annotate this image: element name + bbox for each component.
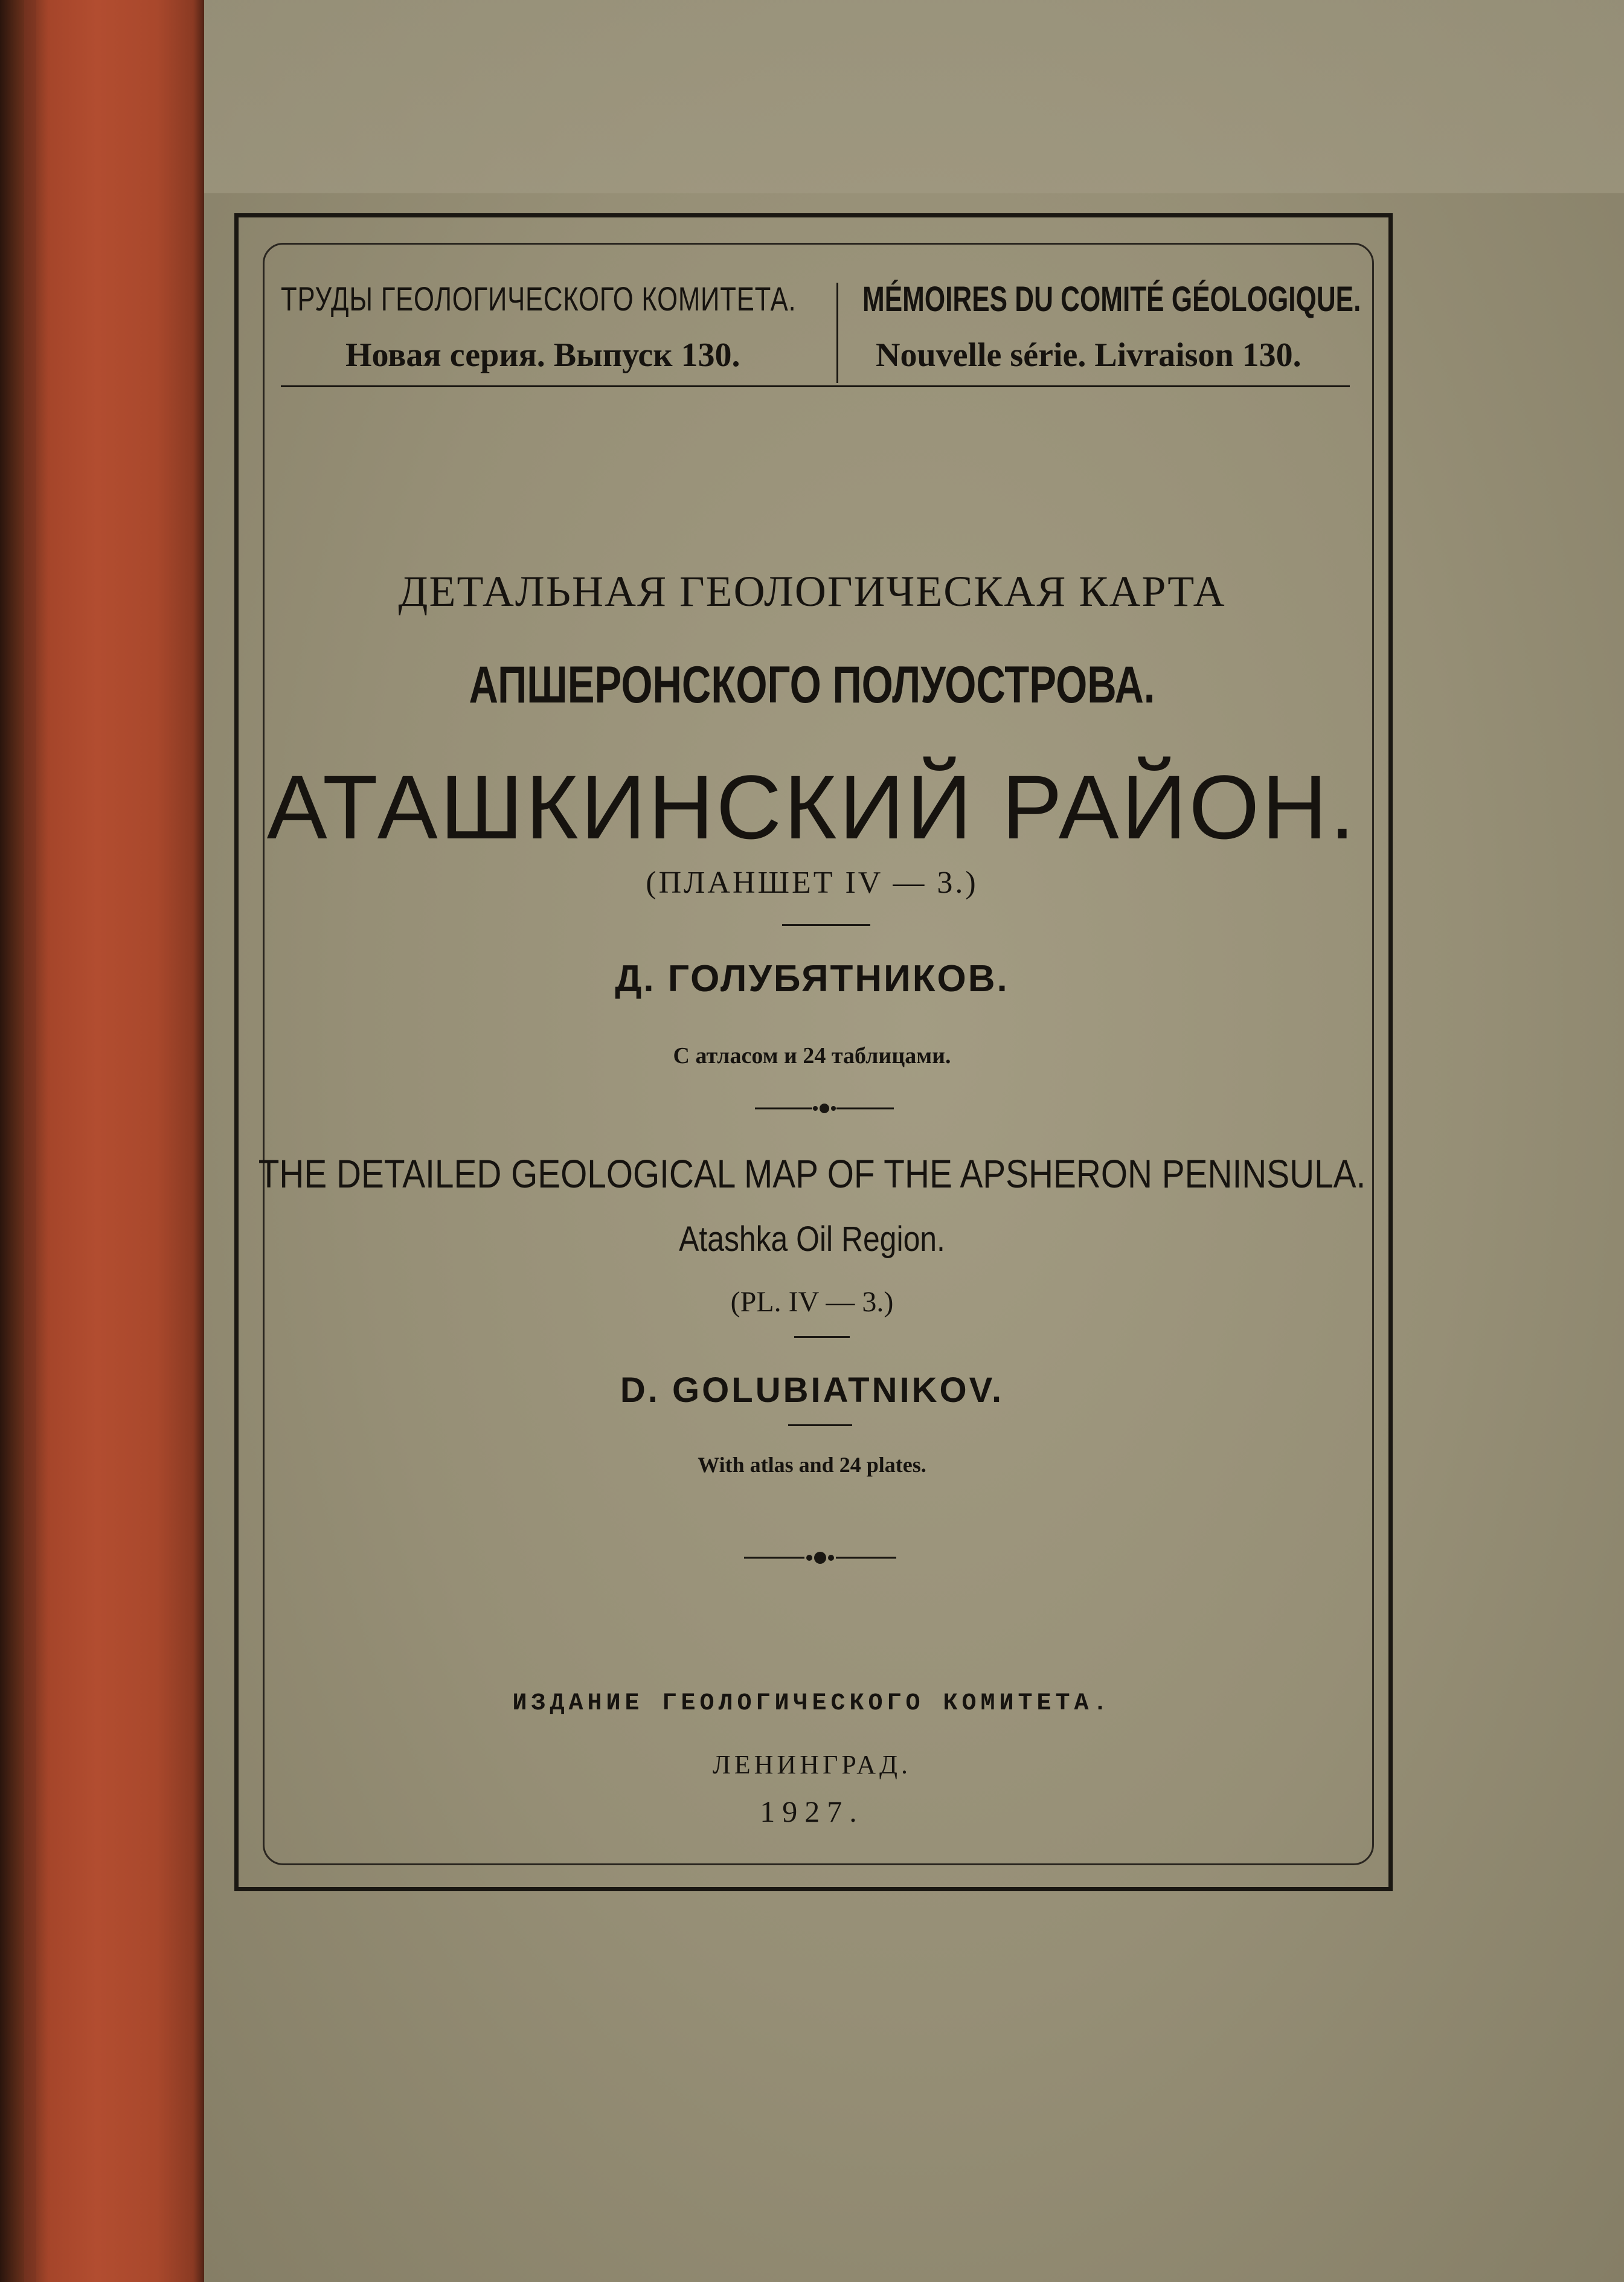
author-russian: Д. ГОЛУБЯТНИКОВ. (615, 958, 1009, 1000)
title-russian-main: АТАШКИНСКИЙ РАЙОН. (266, 756, 1358, 858)
rule-above-author-ru (782, 924, 870, 926)
spine-edge-wear (24, 0, 36, 2282)
series-issue-french: Nouvelle série. Livraison 130. (876, 336, 1301, 374)
series-issue-russian: Новая серия. Выпуск 130. (345, 336, 740, 374)
cover-top-strip (204, 0, 1624, 193)
title-russian-line2: АПШЕРОНСКОГО ПОЛУОСТРОВА. (469, 656, 1155, 714)
sheet-number-russian: (ПЛАНШЕТ IV — 3.) (646, 866, 978, 900)
publisher-line: ИЗДАНИЕ ГЕОЛОГИЧЕСКОГО КОМИТЕТА. (512, 1690, 1112, 1717)
ornament-divider-2 (744, 1548, 896, 1568)
atlas-note-english: With atlas and 24 plates. (698, 1453, 926, 1477)
series-title-french: MÉMOIRES DU COMITÉ GÉOLOGIQUE. (862, 280, 1361, 319)
ornament-divider-1 (755, 1099, 894, 1117)
title-english-line2: Atashka Oil Region. (679, 1220, 945, 1259)
sheet-number-english: (PL. IV — 3.) (730, 1286, 894, 1318)
header-divider-vertical (836, 283, 838, 383)
author-english: D. GOLUBIATNIKOV. (620, 1371, 1004, 1410)
publication-year: 1927. (760, 1795, 864, 1828)
title-english-line1: THE DETAILED GEOLOGICAL MAP OF THE APSHERON PENINSULA. (258, 1151, 1366, 1196)
header-divider-horizontal (281, 385, 1350, 387)
series-title-russian: ТРУДЫ ГЕОЛОГИЧЕСКОГО КОМИТЕТА. (281, 280, 797, 318)
publication-city: ЛЕНИНГРАД. (712, 1750, 912, 1779)
rule-below-author-en (788, 1424, 852, 1426)
rule-above-author-en (794, 1336, 850, 1338)
atlas-note-russian: С атласом и 24 таблицами. (673, 1043, 951, 1069)
title-russian-line1: ДЕТАЛЬНАЯ ГЕОЛОГИЧЕСКАЯ КАРТА (398, 567, 1226, 615)
